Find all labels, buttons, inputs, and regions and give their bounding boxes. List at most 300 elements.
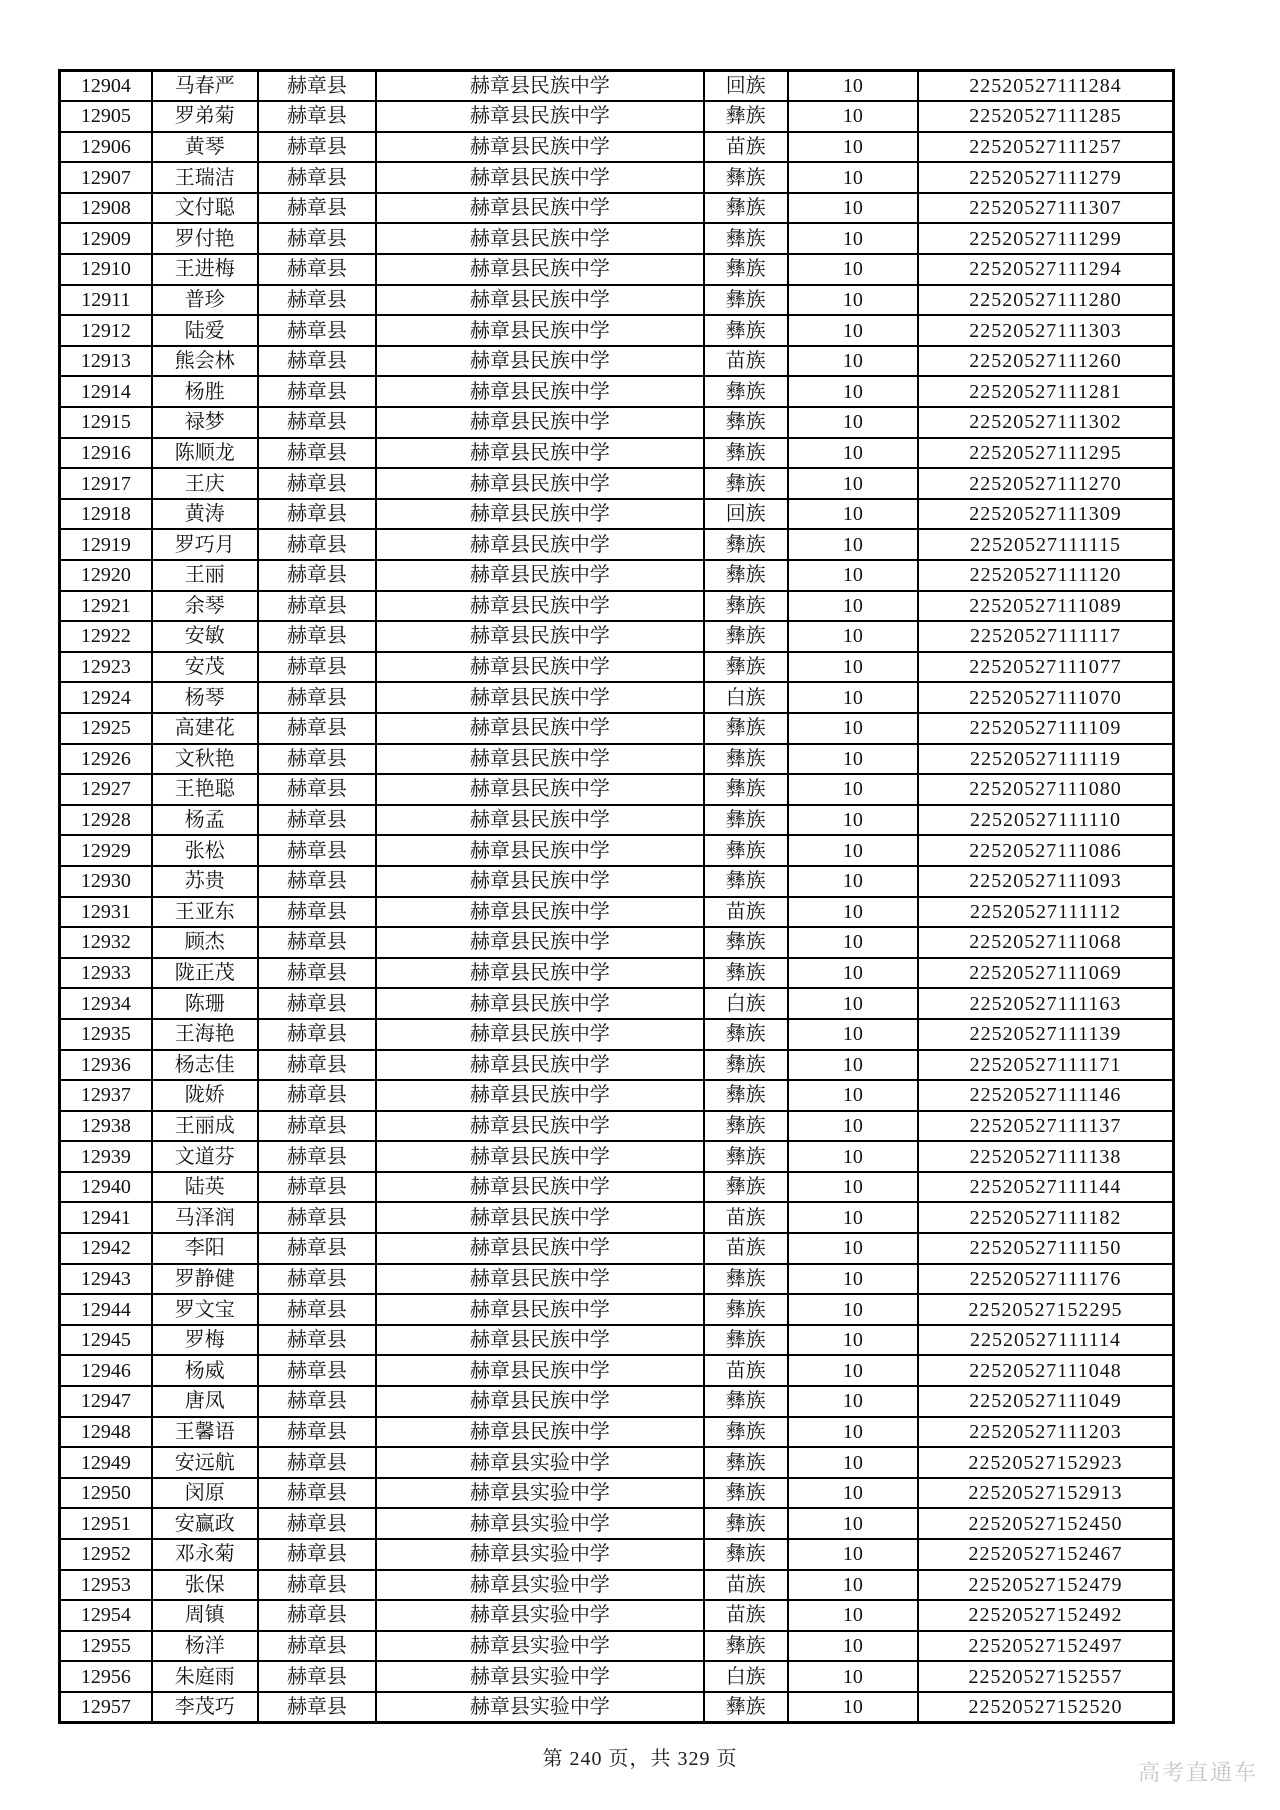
cell-exam-id: 22520527152467 bbox=[918, 1539, 1174, 1570]
cell-student-name: 安敏 bbox=[152, 621, 258, 652]
table-row bbox=[60, 1600, 1174, 1631]
cell-county: 赫章县 bbox=[258, 1141, 376, 1172]
cell-school: 赫章县实验中学 bbox=[376, 1692, 704, 1723]
cell-school: 赫章县民族中学 bbox=[376, 407, 704, 438]
cell-serial-number: 12943 bbox=[60, 1264, 152, 1295]
cell-ethnicity: 白族 bbox=[704, 1661, 788, 1692]
table-row bbox=[60, 1050, 1174, 1081]
cell-student-name: 李茂巧 bbox=[152, 1692, 258, 1723]
table-row bbox=[60, 621, 1174, 652]
cell-exam-id: 22520527111280 bbox=[918, 285, 1174, 316]
cell-exam-id: 22520527111270 bbox=[918, 468, 1174, 499]
cell-school: 赫章县民族中学 bbox=[376, 897, 704, 928]
cell-county: 赫章县 bbox=[258, 285, 376, 316]
cell-bonus-points: 10 bbox=[788, 1355, 918, 1386]
table-row bbox=[60, 254, 1174, 285]
cell-bonus-points: 10 bbox=[788, 1600, 918, 1631]
cell-student-name: 黄琴 bbox=[152, 132, 258, 163]
cell-county: 赫章县 bbox=[258, 927, 376, 958]
table-row bbox=[60, 1264, 1174, 1295]
cell-serial-number: 12946 bbox=[60, 1355, 152, 1386]
cell-student-name: 杨洋 bbox=[152, 1631, 258, 1662]
table-row bbox=[60, 407, 1174, 438]
cell-exam-id: 22520527111279 bbox=[918, 162, 1174, 193]
cell-exam-id: 22520527111285 bbox=[918, 101, 1174, 132]
cell-ethnicity: 苗族 bbox=[704, 1355, 788, 1386]
cell-serial-number: 12956 bbox=[60, 1661, 152, 1692]
cell-exam-id: 22520527111163 bbox=[918, 988, 1174, 1019]
cell-ethnicity: 彝族 bbox=[704, 560, 788, 591]
cell-exam-id: 22520527111112 bbox=[918, 897, 1174, 928]
cell-school: 赫章县民族中学 bbox=[376, 682, 704, 713]
cell-county: 赫章县 bbox=[258, 1631, 376, 1662]
cell-serial-number: 12922 bbox=[60, 621, 152, 652]
cell-school: 赫章县民族中学 bbox=[376, 285, 704, 316]
cell-ethnicity: 彝族 bbox=[704, 193, 788, 224]
cell-ethnicity: 彝族 bbox=[704, 1692, 788, 1723]
cell-school: 赫章县实验中学 bbox=[376, 1447, 704, 1478]
cell-bonus-points: 10 bbox=[788, 866, 918, 897]
table-row bbox=[60, 1111, 1174, 1142]
cell-serial-number: 12913 bbox=[60, 346, 152, 377]
cell-school: 赫章县民族中学 bbox=[376, 1355, 704, 1386]
table-row bbox=[60, 1080, 1174, 1111]
cell-exam-id: 22520527111144 bbox=[918, 1172, 1174, 1203]
cell-student-name: 闵原 bbox=[152, 1478, 258, 1509]
watermark: 高考直通车 bbox=[1137, 1760, 1258, 1785]
cell-ethnicity: 彝族 bbox=[704, 621, 788, 652]
cell-county: 赫章县 bbox=[258, 1355, 376, 1386]
cell-bonus-points: 10 bbox=[788, 988, 918, 1019]
table-row bbox=[60, 866, 1174, 897]
cell-student-name: 陈顺龙 bbox=[152, 438, 258, 469]
cell-ethnicity: 彝族 bbox=[704, 1111, 788, 1142]
cell-serial-number: 12904 bbox=[60, 71, 152, 102]
cell-student-name: 陆英 bbox=[152, 1172, 258, 1203]
cell-school: 赫章县民族中学 bbox=[376, 1233, 704, 1264]
cell-student-name: 陈珊 bbox=[152, 988, 258, 1019]
table-row bbox=[60, 1386, 1174, 1417]
cell-student-name: 王海艳 bbox=[152, 1019, 258, 1050]
cell-county: 赫章县 bbox=[258, 866, 376, 897]
cell-county: 赫章县 bbox=[258, 774, 376, 805]
cell-student-name: 陆爱 bbox=[152, 315, 258, 346]
table-row bbox=[60, 376, 1174, 407]
cell-exam-id: 22520527111119 bbox=[918, 744, 1174, 775]
cell-exam-id: 22520527111307 bbox=[918, 193, 1174, 224]
cell-county: 赫章县 bbox=[258, 1325, 376, 1356]
cell-county: 赫章县 bbox=[258, 346, 376, 377]
cell-student-name: 熊会林 bbox=[152, 346, 258, 377]
cell-ethnicity: 彝族 bbox=[704, 774, 788, 805]
table-row bbox=[60, 1141, 1174, 1172]
cell-ethnicity: 彝族 bbox=[704, 223, 788, 254]
cell-serial-number: 12919 bbox=[60, 529, 152, 560]
cell-school: 赫章县民族中学 bbox=[376, 866, 704, 897]
cell-school: 赫章县民族中学 bbox=[376, 744, 704, 775]
table-row bbox=[60, 560, 1174, 591]
cell-bonus-points: 10 bbox=[788, 1202, 918, 1233]
table-row bbox=[60, 1325, 1174, 1356]
cell-exam-id: 22520527111303 bbox=[918, 315, 1174, 346]
cell-bonus-points: 10 bbox=[788, 1325, 918, 1356]
cell-ethnicity: 彝族 bbox=[704, 254, 788, 285]
cell-bonus-points: 10 bbox=[788, 1417, 918, 1448]
cell-student-name: 王丽 bbox=[152, 560, 258, 591]
cell-ethnicity: 彝族 bbox=[704, 1294, 788, 1325]
cell-student-name: 邓永菊 bbox=[152, 1539, 258, 1570]
table-row bbox=[60, 744, 1174, 775]
cell-student-name: 罗文宝 bbox=[152, 1294, 258, 1325]
cell-bonus-points: 10 bbox=[788, 346, 918, 377]
cell-county: 赫章县 bbox=[258, 1019, 376, 1050]
cell-exam-id: 22520527152923 bbox=[918, 1447, 1174, 1478]
table-row bbox=[60, 988, 1174, 1019]
cell-exam-id: 22520527152492 bbox=[918, 1600, 1174, 1631]
cell-bonus-points: 10 bbox=[788, 438, 918, 469]
table-row bbox=[60, 1417, 1174, 1448]
cell-student-name: 文道芬 bbox=[152, 1141, 258, 1172]
cell-student-name: 唐凤 bbox=[152, 1386, 258, 1417]
cell-student-name: 罗付艳 bbox=[152, 223, 258, 254]
cell-county: 赫章县 bbox=[258, 468, 376, 499]
cell-exam-id: 22520527111257 bbox=[918, 132, 1174, 163]
table-row bbox=[60, 774, 1174, 805]
cell-ethnicity: 白族 bbox=[704, 988, 788, 1019]
cell-exam-id: 22520527152520 bbox=[918, 1692, 1174, 1723]
cell-bonus-points: 10 bbox=[788, 1172, 918, 1203]
cell-exam-id: 22520527111150 bbox=[918, 1233, 1174, 1264]
cell-bonus-points: 10 bbox=[788, 652, 918, 683]
cell-serial-number: 12951 bbox=[60, 1508, 152, 1539]
cell-school: 赫章县民族中学 bbox=[376, 927, 704, 958]
cell-ethnicity: 彝族 bbox=[704, 713, 788, 744]
cell-county: 赫章县 bbox=[258, 376, 376, 407]
table-row bbox=[60, 1661, 1174, 1692]
table-row bbox=[60, 285, 1174, 316]
table-row bbox=[60, 1570, 1174, 1601]
cell-bonus-points: 10 bbox=[788, 897, 918, 928]
cell-student-name: 文付聪 bbox=[152, 193, 258, 224]
cell-ethnicity: 彝族 bbox=[704, 927, 788, 958]
table-row bbox=[60, 1447, 1174, 1478]
cell-bonus-points: 10 bbox=[788, 71, 918, 102]
cell-county: 赫章县 bbox=[258, 1111, 376, 1142]
cell-county: 赫章县 bbox=[258, 1417, 376, 1448]
cell-exam-id: 22520527111203 bbox=[918, 1417, 1174, 1448]
table-row bbox=[60, 468, 1174, 499]
cell-exam-id: 22520527152450 bbox=[918, 1508, 1174, 1539]
cell-exam-id: 22520527111080 bbox=[918, 774, 1174, 805]
cell-serial-number: 12912 bbox=[60, 315, 152, 346]
cell-ethnicity: 苗族 bbox=[704, 1202, 788, 1233]
cell-school: 赫章县民族中学 bbox=[376, 193, 704, 224]
cell-exam-id: 22520527111069 bbox=[918, 958, 1174, 989]
cell-ethnicity: 彝族 bbox=[704, 591, 788, 622]
cell-ethnicity: 回族 bbox=[704, 499, 788, 530]
table-row bbox=[60, 223, 1174, 254]
cell-student-name: 王瑞洁 bbox=[152, 162, 258, 193]
table-row bbox=[60, 591, 1174, 622]
cell-serial-number: 12906 bbox=[60, 132, 152, 163]
cell-school: 赫章县民族中学 bbox=[376, 774, 704, 805]
cell-school: 赫章县民族中学 bbox=[376, 1202, 704, 1233]
cell-bonus-points: 10 bbox=[788, 682, 918, 713]
cell-bonus-points: 10 bbox=[788, 1050, 918, 1081]
cell-serial-number: 12936 bbox=[60, 1050, 152, 1081]
cell-exam-id: 22520527111302 bbox=[918, 407, 1174, 438]
cell-student-name: 黄涛 bbox=[152, 499, 258, 530]
cell-bonus-points: 10 bbox=[788, 1570, 918, 1601]
cell-county: 赫章县 bbox=[258, 1600, 376, 1631]
cell-ethnicity: 彝族 bbox=[704, 652, 788, 683]
cell-ethnicity: 彝族 bbox=[704, 1080, 788, 1111]
cell-serial-number: 12954 bbox=[60, 1600, 152, 1631]
cell-serial-number: 12926 bbox=[60, 744, 152, 775]
cell-exam-id: 22520527152497 bbox=[918, 1631, 1174, 1662]
cell-county: 赫章县 bbox=[258, 162, 376, 193]
cell-bonus-points: 10 bbox=[788, 1386, 918, 1417]
cell-exam-id: 22520527111115 bbox=[918, 529, 1174, 560]
cell-serial-number: 12908 bbox=[60, 193, 152, 224]
cell-county: 赫章县 bbox=[258, 407, 376, 438]
cell-serial-number: 12930 bbox=[60, 866, 152, 897]
cell-ethnicity: 彝族 bbox=[704, 1508, 788, 1539]
cell-exam-id: 22520527111299 bbox=[918, 223, 1174, 254]
cell-exam-id: 22520527111068 bbox=[918, 927, 1174, 958]
cell-exam-id: 22520527111294 bbox=[918, 254, 1174, 285]
cell-serial-number: 12920 bbox=[60, 560, 152, 591]
cell-school: 赫章县实验中学 bbox=[376, 1478, 704, 1509]
cell-serial-number: 12941 bbox=[60, 1202, 152, 1233]
cell-county: 赫章县 bbox=[258, 1570, 376, 1601]
cell-county: 赫章县 bbox=[258, 1386, 376, 1417]
cell-serial-number: 12940 bbox=[60, 1172, 152, 1203]
cell-student-name: 顾杰 bbox=[152, 927, 258, 958]
cell-bonus-points: 10 bbox=[788, 254, 918, 285]
cell-serial-number: 12933 bbox=[60, 958, 152, 989]
cell-county: 赫章县 bbox=[258, 713, 376, 744]
cell-school: 赫章县民族中学 bbox=[376, 988, 704, 1019]
cell-exam-id: 22520527111182 bbox=[918, 1202, 1174, 1233]
cell-serial-number: 12915 bbox=[60, 407, 152, 438]
cell-school: 赫章县民族中学 bbox=[376, 101, 704, 132]
cell-exam-id: 22520527111048 bbox=[918, 1355, 1174, 1386]
cell-county: 赫章县 bbox=[258, 1692, 376, 1723]
cell-ethnicity: 彝族 bbox=[704, 407, 788, 438]
cell-ethnicity: 彝族 bbox=[704, 1264, 788, 1295]
cell-county: 赫章县 bbox=[258, 897, 376, 928]
cell-serial-number: 12937 bbox=[60, 1080, 152, 1111]
cell-county: 赫章县 bbox=[258, 1172, 376, 1203]
cell-bonus-points: 10 bbox=[788, 529, 918, 560]
cell-student-name: 禄梦 bbox=[152, 407, 258, 438]
cell-ethnicity: 彝族 bbox=[704, 1386, 788, 1417]
cell-school: 赫章县民族中学 bbox=[376, 560, 704, 591]
cell-ethnicity: 白族 bbox=[704, 682, 788, 713]
cell-serial-number: 12942 bbox=[60, 1233, 152, 1264]
cell-school: 赫章县民族中学 bbox=[376, 805, 704, 836]
cell-school: 赫章县民族中学 bbox=[376, 346, 704, 377]
cell-serial-number: 12925 bbox=[60, 713, 152, 744]
cell-bonus-points: 10 bbox=[788, 1539, 918, 1570]
cell-ethnicity: 彝族 bbox=[704, 529, 788, 560]
cell-serial-number: 12914 bbox=[60, 376, 152, 407]
cell-school: 赫章县实验中学 bbox=[376, 1631, 704, 1662]
cell-serial-number: 12945 bbox=[60, 1325, 152, 1356]
cell-school: 赫章县实验中学 bbox=[376, 1508, 704, 1539]
cell-student-name: 马泽润 bbox=[152, 1202, 258, 1233]
cell-bonus-points: 10 bbox=[788, 1631, 918, 1662]
cell-exam-id: 22520527111281 bbox=[918, 376, 1174, 407]
cell-exam-id: 22520527111109 bbox=[918, 713, 1174, 744]
cell-exam-id: 22520527111260 bbox=[918, 346, 1174, 377]
cell-school: 赫章县民族中学 bbox=[376, 132, 704, 163]
cell-ethnicity: 彝族 bbox=[704, 1019, 788, 1050]
cell-serial-number: 12911 bbox=[60, 285, 152, 316]
cell-county: 赫章县 bbox=[258, 499, 376, 530]
cell-county: 赫章县 bbox=[258, 1661, 376, 1692]
cell-exam-id: 22520527152479 bbox=[918, 1570, 1174, 1601]
cell-school: 赫章县民族中学 bbox=[376, 1019, 704, 1050]
cell-school: 赫章县实验中学 bbox=[376, 1570, 704, 1601]
cell-ethnicity: 苗族 bbox=[704, 1233, 788, 1264]
cell-school: 赫章县民族中学 bbox=[376, 1080, 704, 1111]
cell-school: 赫章县民族中学 bbox=[376, 621, 704, 652]
cell-student-name: 余琴 bbox=[152, 591, 258, 622]
cell-serial-number: 12928 bbox=[60, 805, 152, 836]
cell-ethnicity: 彝族 bbox=[704, 866, 788, 897]
cell-student-name: 苏贵 bbox=[152, 866, 258, 897]
table-row bbox=[60, 1294, 1174, 1325]
cell-exam-id: 22520527111309 bbox=[918, 499, 1174, 530]
cell-student-name: 王馨语 bbox=[152, 1417, 258, 1448]
table-row bbox=[60, 1172, 1174, 1203]
cell-serial-number: 12923 bbox=[60, 652, 152, 683]
cell-ethnicity: 彝族 bbox=[704, 958, 788, 989]
cell-bonus-points: 10 bbox=[788, 1478, 918, 1509]
cell-school: 赫章县民族中学 bbox=[376, 1172, 704, 1203]
cell-exam-id: 22520527111120 bbox=[918, 560, 1174, 591]
cell-exam-id: 22520527111086 bbox=[918, 835, 1174, 866]
cell-exam-id: 22520527111114 bbox=[918, 1325, 1174, 1356]
cell-bonus-points: 10 bbox=[788, 1264, 918, 1295]
cell-student-name: 杨志佳 bbox=[152, 1050, 258, 1081]
cell-school: 赫章县民族中学 bbox=[376, 1325, 704, 1356]
cell-school: 赫章县民族中学 bbox=[376, 529, 704, 560]
cell-serial-number: 12939 bbox=[60, 1141, 152, 1172]
cell-ethnicity: 彝族 bbox=[704, 101, 788, 132]
cell-student-name: 马春严 bbox=[152, 71, 258, 102]
cell-exam-id: 22520527152295 bbox=[918, 1294, 1174, 1325]
cell-exam-id: 22520527111176 bbox=[918, 1264, 1174, 1295]
cell-school: 赫章县实验中学 bbox=[376, 1600, 704, 1631]
cell-student-name: 普珍 bbox=[152, 285, 258, 316]
cell-exam-id: 22520527111138 bbox=[918, 1141, 1174, 1172]
table-row bbox=[60, 1539, 1174, 1570]
cell-serial-number: 12944 bbox=[60, 1294, 152, 1325]
cell-student-name: 罗弟菊 bbox=[152, 101, 258, 132]
cell-serial-number: 12952 bbox=[60, 1539, 152, 1570]
cell-county: 赫章县 bbox=[258, 958, 376, 989]
cell-county: 赫章县 bbox=[258, 101, 376, 132]
cell-serial-number: 12957 bbox=[60, 1692, 152, 1723]
table-row bbox=[60, 1508, 1174, 1539]
table-row bbox=[60, 1692, 1174, 1723]
cell-exam-id: 22520527111146 bbox=[918, 1080, 1174, 1111]
cell-serial-number: 12949 bbox=[60, 1447, 152, 1478]
cell-exam-id: 22520527111089 bbox=[918, 591, 1174, 622]
cell-school: 赫章县民族中学 bbox=[376, 1294, 704, 1325]
cell-school: 赫章县民族中学 bbox=[376, 1264, 704, 1295]
cell-school: 赫章县实验中学 bbox=[376, 1661, 704, 1692]
cell-ethnicity: 彝族 bbox=[704, 468, 788, 499]
table-row bbox=[60, 835, 1174, 866]
cell-serial-number: 12916 bbox=[60, 438, 152, 469]
cell-exam-id: 22520527111284 bbox=[918, 71, 1174, 102]
cell-school: 赫章县民族中学 bbox=[376, 438, 704, 469]
cell-serial-number: 12917 bbox=[60, 468, 152, 499]
cell-bonus-points: 10 bbox=[788, 1233, 918, 1264]
cell-bonus-points: 10 bbox=[788, 744, 918, 775]
cell-exam-id: 22520527152557 bbox=[918, 1661, 1174, 1692]
cell-student-name: 罗巧月 bbox=[152, 529, 258, 560]
cell-county: 赫章县 bbox=[258, 682, 376, 713]
cell-bonus-points: 10 bbox=[788, 162, 918, 193]
table-row bbox=[60, 529, 1174, 560]
cell-ethnicity: 彝族 bbox=[704, 315, 788, 346]
table-row bbox=[60, 927, 1174, 958]
cell-ethnicity: 苗族 bbox=[704, 346, 788, 377]
cell-student-name: 朱庭雨 bbox=[152, 1661, 258, 1692]
table-row bbox=[60, 713, 1174, 744]
cell-bonus-points: 10 bbox=[788, 1692, 918, 1723]
cell-school: 赫章县民族中学 bbox=[376, 315, 704, 346]
cell-exam-id: 22520527152913 bbox=[918, 1478, 1174, 1509]
cell-bonus-points: 10 bbox=[788, 468, 918, 499]
cell-ethnicity: 彝族 bbox=[704, 835, 788, 866]
cell-school: 赫章县民族中学 bbox=[376, 835, 704, 866]
cell-bonus-points: 10 bbox=[788, 560, 918, 591]
cell-ethnicity: 彝族 bbox=[704, 376, 788, 407]
cell-bonus-points: 10 bbox=[788, 132, 918, 163]
table-row bbox=[60, 805, 1174, 836]
cell-serial-number: 12947 bbox=[60, 1386, 152, 1417]
table-row bbox=[60, 162, 1174, 193]
table-row bbox=[60, 101, 1174, 132]
cell-ethnicity: 彝族 bbox=[704, 1050, 788, 1081]
cell-student-name: 文秋艳 bbox=[152, 744, 258, 775]
cell-school: 赫章县民族中学 bbox=[376, 468, 704, 499]
cell-exam-id: 22520527111295 bbox=[918, 438, 1174, 469]
cell-serial-number: 12931 bbox=[60, 897, 152, 928]
cell-county: 赫章县 bbox=[258, 1233, 376, 1264]
cell-student-name: 安茂 bbox=[152, 652, 258, 683]
table-row bbox=[60, 652, 1174, 683]
cell-student-name: 李阳 bbox=[152, 1233, 258, 1264]
cell-student-name: 杨孟 bbox=[152, 805, 258, 836]
cell-bonus-points: 10 bbox=[788, 713, 918, 744]
cell-county: 赫章县 bbox=[258, 652, 376, 683]
cell-county: 赫章县 bbox=[258, 1264, 376, 1295]
table-row bbox=[60, 315, 1174, 346]
table-row bbox=[60, 958, 1174, 989]
table-row bbox=[60, 1355, 1174, 1386]
table-row bbox=[60, 682, 1174, 713]
cell-serial-number: 12905 bbox=[60, 101, 152, 132]
cell-school: 赫章县民族中学 bbox=[376, 223, 704, 254]
cell-county: 赫章县 bbox=[258, 438, 376, 469]
